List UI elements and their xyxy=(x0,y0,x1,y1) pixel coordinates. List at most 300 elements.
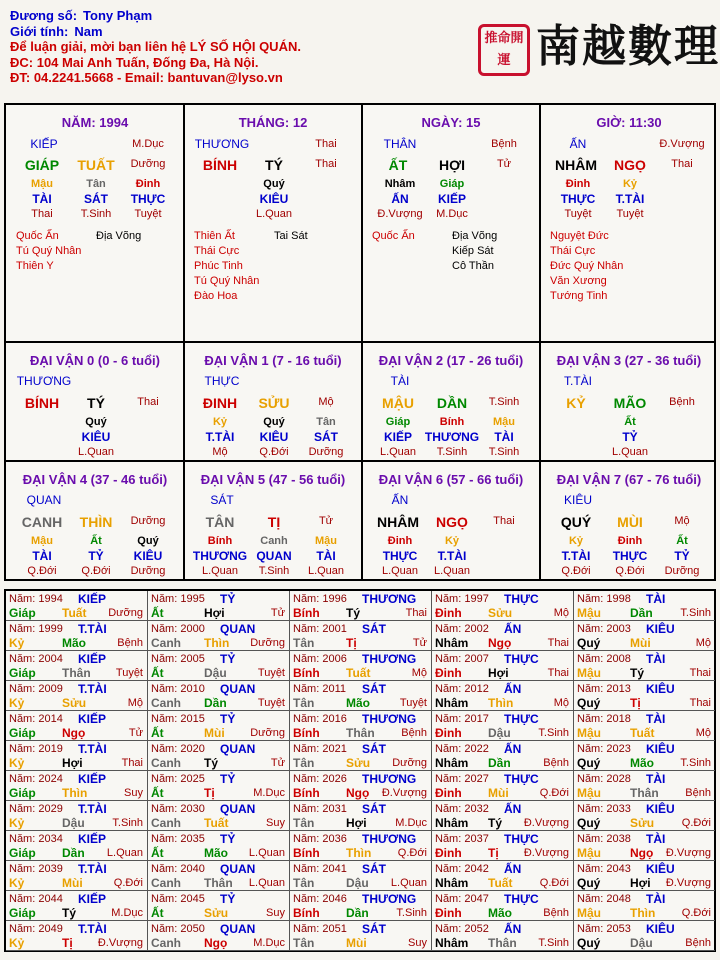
year-label: Năm: 2050 xyxy=(151,923,205,935)
year-status: L.Quan xyxy=(248,847,285,859)
year-can: Canh xyxy=(151,936,181,950)
pillar-title: NĂM: 1994 xyxy=(61,115,129,130)
year-label: Năm: 2011 xyxy=(293,683,346,695)
year-star: QUAN xyxy=(220,862,256,876)
year-status: T.Sinh xyxy=(538,937,569,949)
year-can: Tân xyxy=(293,756,315,770)
year-star: KIẾP xyxy=(78,592,107,606)
year-can: Bính xyxy=(293,906,320,920)
sao-left: Thiên Ất xyxy=(194,230,235,242)
dai-van-title: ĐẠI VẬN 4 (37 - 46 tuổi) xyxy=(22,472,168,487)
hidden-star: KIÊU xyxy=(81,430,111,444)
sao-left: Tú Quý Nhân xyxy=(16,245,82,257)
year-star: ẤN xyxy=(504,742,522,756)
year-label: Năm: 2006 xyxy=(293,653,347,665)
year-chi: Tuất xyxy=(346,666,371,680)
hidden-stem: Quý xyxy=(137,535,159,547)
year-cell xyxy=(432,621,574,651)
year-status: Đ.Vượng xyxy=(665,847,711,859)
year-status: Q.Đới xyxy=(539,787,569,799)
year-can: Bính xyxy=(293,726,320,740)
year-label: Năm: 2001 xyxy=(293,623,347,635)
year-star: ẤN xyxy=(504,862,522,876)
year-chi: Thân xyxy=(488,936,517,950)
year-can: Quý xyxy=(577,756,601,770)
sao-right: Địa Võng xyxy=(452,230,498,242)
year-chi: Dậu xyxy=(346,876,369,890)
hidden-star: KIÊU xyxy=(133,549,163,563)
year-label: Năm: 2049 xyxy=(9,923,63,935)
year-label: Năm: 2030 xyxy=(151,803,205,815)
year-cell xyxy=(290,651,432,681)
year-cell xyxy=(290,681,432,711)
hidden-stem: Đinh xyxy=(135,178,161,190)
year-status: Dưỡng xyxy=(250,727,285,739)
pillar-status: M.Dục xyxy=(132,138,164,150)
contact-line: Để luận giải, mời bạn liên hệ LÝ SỐ HỘI QUÁN. xyxy=(10,39,301,54)
year-status: Bệnh xyxy=(543,757,569,769)
dai-van-chi: DẦN xyxy=(436,395,468,411)
year-cell xyxy=(6,651,148,681)
hidden-status: Q.Đới xyxy=(27,565,57,577)
year-can: Kỷ xyxy=(9,936,25,950)
year-label: Năm: 2048 xyxy=(577,893,631,905)
year-status: T.Sinh xyxy=(680,607,711,619)
phone-email-line: ĐT: 04.2241.5668 - Email: bantuvan@lyso.vn xyxy=(10,70,283,85)
year-status: Thai xyxy=(405,607,427,619)
pillar-chi: HỢI xyxy=(439,157,465,173)
year-can: Quý xyxy=(577,696,601,710)
year-cell xyxy=(6,861,148,891)
year-status: Mộ xyxy=(695,637,711,649)
dai-van-can: QUÝ xyxy=(560,514,592,530)
year-label: Năm: 2042 xyxy=(435,863,489,875)
year-chi: Thìn xyxy=(630,906,656,920)
hidden-star: THỰC xyxy=(612,549,648,563)
year-star: TỶ xyxy=(220,652,236,666)
year-status: Mộ xyxy=(411,667,427,679)
year-star: THƯƠNG xyxy=(362,652,417,666)
seal-stamp: 推 命 開 運 xyxy=(478,24,530,76)
year-can: Đinh xyxy=(435,846,462,860)
year-cell xyxy=(148,891,290,921)
hidden-star: TỶ xyxy=(674,549,690,563)
year-label: Năm: 2014 xyxy=(9,713,63,725)
year-cell xyxy=(290,741,432,771)
year-status: Q.Đới xyxy=(681,907,711,919)
sao-left: Tướng Tinh xyxy=(550,290,608,302)
year-cell xyxy=(290,591,432,621)
year-star: KIẾP xyxy=(78,652,107,666)
hidden-stem: Mậu xyxy=(31,178,53,190)
year-label: Năm: 2015 xyxy=(151,713,205,725)
year-can: Canh xyxy=(151,816,181,830)
year-star: T.TÀI xyxy=(78,862,107,876)
year-cell xyxy=(290,831,432,861)
year-status: Bệnh xyxy=(401,727,427,739)
year-status: Dưỡng xyxy=(392,757,427,769)
year-can: Tân xyxy=(293,936,315,950)
year-can: Giáp xyxy=(9,906,36,920)
year-label: Năm: 2034 xyxy=(9,833,63,845)
year-label: Năm: 2007 xyxy=(435,653,489,665)
year-chi: Dần xyxy=(630,606,653,620)
year-status: Thai xyxy=(689,697,711,709)
year-can: Tân xyxy=(293,876,315,890)
hidden-star: TÀI xyxy=(494,430,514,444)
year-chi: Mão xyxy=(346,696,370,710)
year-cell xyxy=(574,801,715,831)
year-cell xyxy=(432,801,574,831)
hidden-star: KIÊU xyxy=(259,430,289,444)
year-status: Tử xyxy=(412,637,427,649)
year-status: L.Quan xyxy=(106,847,143,859)
hidden-stem: Đinh xyxy=(387,535,413,547)
pillar-chi-status: Thai xyxy=(671,158,693,170)
year-can: Kỷ xyxy=(9,876,25,890)
year-status: Đ.Vượng xyxy=(523,817,569,829)
year-can: Ất xyxy=(151,846,164,860)
year-status: L.Quan xyxy=(390,877,427,889)
year-chi: Sửu xyxy=(630,816,655,830)
pillar-status: Thai xyxy=(315,138,337,150)
hidden-stem: Quý xyxy=(263,178,285,190)
year-status: Dưỡng xyxy=(108,607,143,619)
year-status: Tuyệt xyxy=(257,667,285,679)
year-star: KIÊU xyxy=(646,682,675,696)
year-chi: Mão xyxy=(488,906,512,920)
hidden-star: SÁT xyxy=(84,192,108,206)
year-chi: Tị xyxy=(488,846,499,860)
year-label: Năm: 2021 xyxy=(293,743,347,755)
pillar-title: NGÀY: 15 xyxy=(421,115,481,130)
pillar-chi-status: Dưỡng xyxy=(130,158,166,170)
year-can: Tân xyxy=(293,816,315,830)
year-chi: Tị xyxy=(62,936,73,950)
year-status: Bệnh xyxy=(685,787,711,799)
year-status: M.Dục xyxy=(253,937,285,949)
year-chi: Mùi xyxy=(488,786,509,800)
year-chi: Tý xyxy=(630,666,645,680)
year-status: M.Dục xyxy=(111,907,143,919)
year-star: SÁT xyxy=(362,922,386,936)
pillar-star: ẤN xyxy=(569,137,587,151)
year-cell xyxy=(432,771,574,801)
hidden-status: M.Dục xyxy=(436,208,468,220)
hidden-status: L.Quan xyxy=(255,208,293,220)
year-star: TỶ xyxy=(220,592,236,606)
year-cell xyxy=(148,831,290,861)
year-label: Năm: 2008 xyxy=(577,653,631,665)
dai-van-can: CANH xyxy=(21,514,63,530)
year-status: Q.Đới xyxy=(539,877,569,889)
year-can: Canh xyxy=(151,636,181,650)
hidden-star: KIÊU xyxy=(259,192,289,206)
hidden-stem: Canh xyxy=(260,535,288,547)
year-chi: Mão xyxy=(630,756,654,770)
sao-right: Tai Sát xyxy=(274,230,308,242)
year-label: Năm: 1994 xyxy=(9,593,63,605)
year-chi: Dần xyxy=(346,906,369,920)
year-can: Mậu xyxy=(577,906,601,920)
year-star: QUAN xyxy=(220,802,256,816)
hidden-stem: Đinh xyxy=(617,535,643,547)
year-can: Quý xyxy=(577,816,601,830)
year-label: Năm: 2019 xyxy=(9,743,63,755)
year-cell xyxy=(6,771,148,801)
year-cell xyxy=(148,591,290,621)
year-cell xyxy=(6,891,148,921)
year-star: KIẾP xyxy=(78,832,107,846)
gender-value: Nam xyxy=(74,23,103,39)
year-can: Canh xyxy=(151,876,181,890)
pillar-can: GIÁP xyxy=(24,157,60,173)
year-status: Bệnh xyxy=(543,907,569,919)
dai-van-status: Mộ xyxy=(318,396,334,408)
year-chi: Tị xyxy=(630,696,641,710)
year-can: Đinh xyxy=(435,906,462,920)
year-star: KIÊU xyxy=(646,742,675,756)
hidden-status: Q.Đới xyxy=(81,565,111,577)
year-chi: Thìn xyxy=(204,636,230,650)
year-star: THỰC xyxy=(504,832,539,846)
sao-left: Tú Quý Nhân xyxy=(194,275,260,287)
hidden-stem: Bính xyxy=(439,416,465,428)
year-status: Đ.Vượng xyxy=(523,847,569,859)
year-label: Năm: 2005 xyxy=(151,653,205,665)
hidden-status: Mộ xyxy=(212,446,228,458)
year-can: Giáp xyxy=(9,726,36,740)
hidden-status: Dưỡng xyxy=(308,446,344,458)
hidden-star: T.TÀI xyxy=(615,192,645,206)
year-can: Đinh xyxy=(435,786,462,800)
year-can: Bính xyxy=(293,606,320,620)
sao-left: Quốc Ấn xyxy=(16,230,59,242)
year-cell xyxy=(148,681,290,711)
hidden-star: TỶ xyxy=(88,549,104,563)
year-cell xyxy=(148,861,290,891)
hidden-stem: Bính xyxy=(207,535,233,547)
year-star: T.TÀI xyxy=(78,742,107,756)
dai-van-star: THƯƠNG xyxy=(16,374,72,388)
year-label: Năm: 2024 xyxy=(9,773,63,785)
year-star: KIẾP xyxy=(78,772,107,786)
hidden-status: L.Quan xyxy=(307,565,345,577)
year-cell xyxy=(574,921,715,951)
year-label: Năm: 2046 xyxy=(293,893,347,905)
year-cell xyxy=(6,741,148,771)
year-chi: Hợi xyxy=(204,606,225,620)
hidden-status: L.Quan xyxy=(379,446,417,458)
year-chi: Tuất xyxy=(204,816,229,830)
hidden-star: TỶ xyxy=(622,430,638,444)
dai-van-status: Mộ xyxy=(674,515,690,527)
year-star: KIÊU xyxy=(646,922,675,936)
year-status: Mộ xyxy=(553,697,569,709)
year-chi: Hợi xyxy=(62,756,83,770)
hidden-stem: Tân xyxy=(86,178,106,190)
year-star: THỰC xyxy=(504,892,539,906)
year-chi: Thân xyxy=(62,666,91,680)
grid-divider xyxy=(6,341,714,343)
dai-van-chi: TỊ xyxy=(267,514,281,530)
hidden-star: KIẾP xyxy=(383,430,412,444)
year-chi: Thân xyxy=(630,786,659,800)
year-chi: Dần xyxy=(204,696,227,710)
year-star: SÁT xyxy=(362,862,386,876)
dai-van-star: ẤN xyxy=(391,493,409,507)
year-star: KIẾP xyxy=(78,712,107,726)
year-label: Năm: 2039 xyxy=(9,863,63,875)
year-status: M.Dục xyxy=(253,787,285,799)
hidden-stem: Kỷ xyxy=(622,178,638,190)
sao-left: Thái Cực xyxy=(194,245,240,257)
year-status: Suy xyxy=(124,787,143,799)
year-chi: Sửu xyxy=(62,696,87,710)
year-label: Năm: 2052 xyxy=(435,923,489,935)
dai-van-status: T.Sinh xyxy=(488,396,520,408)
dai-van-title: ĐẠI VẬN 6 (57 - 66 tuổi) xyxy=(378,472,524,487)
year-status: T.Sinh xyxy=(396,907,427,919)
year-can: Ất xyxy=(151,786,164,800)
dai-van-star: QUAN xyxy=(26,493,62,507)
logo-text: 南越數理 xyxy=(536,21,720,72)
hidden-stem: Mậu xyxy=(315,535,337,547)
year-status: Suy xyxy=(408,937,427,949)
sao-left: Thiên Y xyxy=(16,260,54,272)
year-can: Tân xyxy=(293,696,315,710)
year-star: THỰC xyxy=(504,712,539,726)
year-star: SÁT xyxy=(362,802,386,816)
year-status: Tuyệt xyxy=(257,697,285,709)
year-cell xyxy=(6,831,148,861)
year-star: KIÊU xyxy=(646,622,675,636)
year-status: Tử xyxy=(128,727,143,739)
year-chi: Ngọ xyxy=(204,936,228,950)
hidden-status: Dưỡng xyxy=(130,565,166,577)
year-label: Năm: 2041 xyxy=(293,863,347,875)
pillar-can: NHÂM xyxy=(555,157,597,173)
year-status: Đ.Vượng xyxy=(97,937,143,949)
year-status: L.Quan xyxy=(248,877,285,889)
hidden-star: QUAN xyxy=(256,549,292,563)
year-can: Giáp xyxy=(9,666,36,680)
address-line: ĐC: 104 Mai Anh Tuấn, Đống Đa, Hà Nội. xyxy=(10,54,259,70)
year-can: Nhâm xyxy=(435,756,469,770)
year-can: Tân xyxy=(293,636,315,650)
year-status: T.Sinh xyxy=(112,817,143,829)
year-can: Mậu xyxy=(577,846,601,860)
year-cell xyxy=(574,711,715,741)
year-can: Quý xyxy=(577,936,601,950)
year-chi: Mùi xyxy=(204,726,225,740)
pillar-chi-status: Thai xyxy=(315,158,337,170)
hidden-status: Q.Đới xyxy=(615,565,645,577)
year-label: Năm: 1999 xyxy=(9,623,63,635)
year-chi: Tuất xyxy=(630,726,655,740)
year-label: Năm: 2029 xyxy=(9,803,63,815)
year-label: Năm: 2022 xyxy=(435,743,489,755)
hidden-star: TÀI xyxy=(32,549,52,563)
year-cell xyxy=(148,651,290,681)
hidden-star: THƯƠNG xyxy=(192,549,248,563)
dai-van-can: KỶ xyxy=(566,395,586,411)
hidden-star: THỰC xyxy=(130,192,166,206)
dai-van-title: ĐẠI VẬN 5 (47 - 56 tuổi) xyxy=(200,472,346,487)
year-cell xyxy=(432,681,574,711)
sao-right: Cô Thần xyxy=(452,260,494,272)
year-label: Năm: 2003 xyxy=(577,623,631,635)
year-label: Năm: 2036 xyxy=(293,833,347,845)
dai-van-chi: MÃO xyxy=(613,395,647,411)
year-status: Bệnh xyxy=(685,937,711,949)
year-status: Thai xyxy=(547,667,569,679)
year-can: Mậu xyxy=(577,606,601,620)
year-status: Tuyệt xyxy=(115,667,143,679)
dai-van-title: ĐẠI VẬN 1 (7 - 16 tuổi) xyxy=(204,353,342,368)
year-can: Đinh xyxy=(435,726,462,740)
year-star: TÀI xyxy=(646,592,666,606)
dai-van-title: ĐẠI VẬN 3 (27 - 36 tuổi) xyxy=(556,353,702,368)
year-cell xyxy=(432,651,574,681)
year-star: SÁT xyxy=(362,682,386,696)
year-can: Kỷ xyxy=(9,636,25,650)
pillar-chi-status: Tử xyxy=(496,158,512,170)
header-info xyxy=(10,8,301,86)
year-label: Năm: 2027 xyxy=(435,773,489,785)
year-can: Bính xyxy=(293,786,320,800)
year-label: Năm: 2032 xyxy=(435,803,489,815)
year-label: Năm: 2012 xyxy=(435,683,489,695)
year-can: Giáp xyxy=(9,846,36,860)
dai-van-star: TÀI xyxy=(390,374,410,388)
year-cell xyxy=(290,801,432,831)
year-cell xyxy=(148,621,290,651)
hidden-star: ẤN xyxy=(391,192,409,206)
year-chi: Tị xyxy=(204,786,215,800)
year-star: T.TÀI xyxy=(78,682,107,696)
hidden-status: T.Sinh xyxy=(436,446,468,458)
sao-left: Văn Xương xyxy=(550,275,607,287)
hidden-stem: Tân xyxy=(316,416,336,428)
year-star: TỶ xyxy=(220,772,236,786)
hidden-star: THỰC xyxy=(382,549,418,563)
pillar-status: Bệnh xyxy=(491,138,517,150)
year-label: Năm: 2047 xyxy=(435,893,489,905)
year-status: Suy xyxy=(266,907,285,919)
sao-left: Thái Cực xyxy=(550,245,596,257)
owner-name: Tony Phạm xyxy=(83,8,153,23)
hidden-star: T.TÀI xyxy=(205,430,235,444)
hidden-stem: Mậu xyxy=(493,416,515,428)
pillar-star: KIẾP xyxy=(30,137,58,151)
pillar-title: GIỜ: 11:30 xyxy=(596,115,662,130)
year-star: ẤN xyxy=(504,922,522,936)
hidden-status: Dưỡng xyxy=(664,565,700,577)
year-label: Năm: 2000 xyxy=(151,623,205,635)
year-can: Nhâm xyxy=(435,696,469,710)
year-cell xyxy=(290,891,432,921)
year-can: Nhâm xyxy=(435,876,469,890)
year-can: Canh xyxy=(151,756,181,770)
year-can: Mậu xyxy=(577,786,601,800)
hidden-stem: Ất xyxy=(90,535,102,547)
year-status: Tuyệt xyxy=(399,697,427,709)
year-label: Năm: 2023 xyxy=(577,743,631,755)
year-cell xyxy=(432,921,574,951)
year-label: Năm: 1998 xyxy=(577,593,631,605)
year-star: TÀI xyxy=(646,892,666,906)
